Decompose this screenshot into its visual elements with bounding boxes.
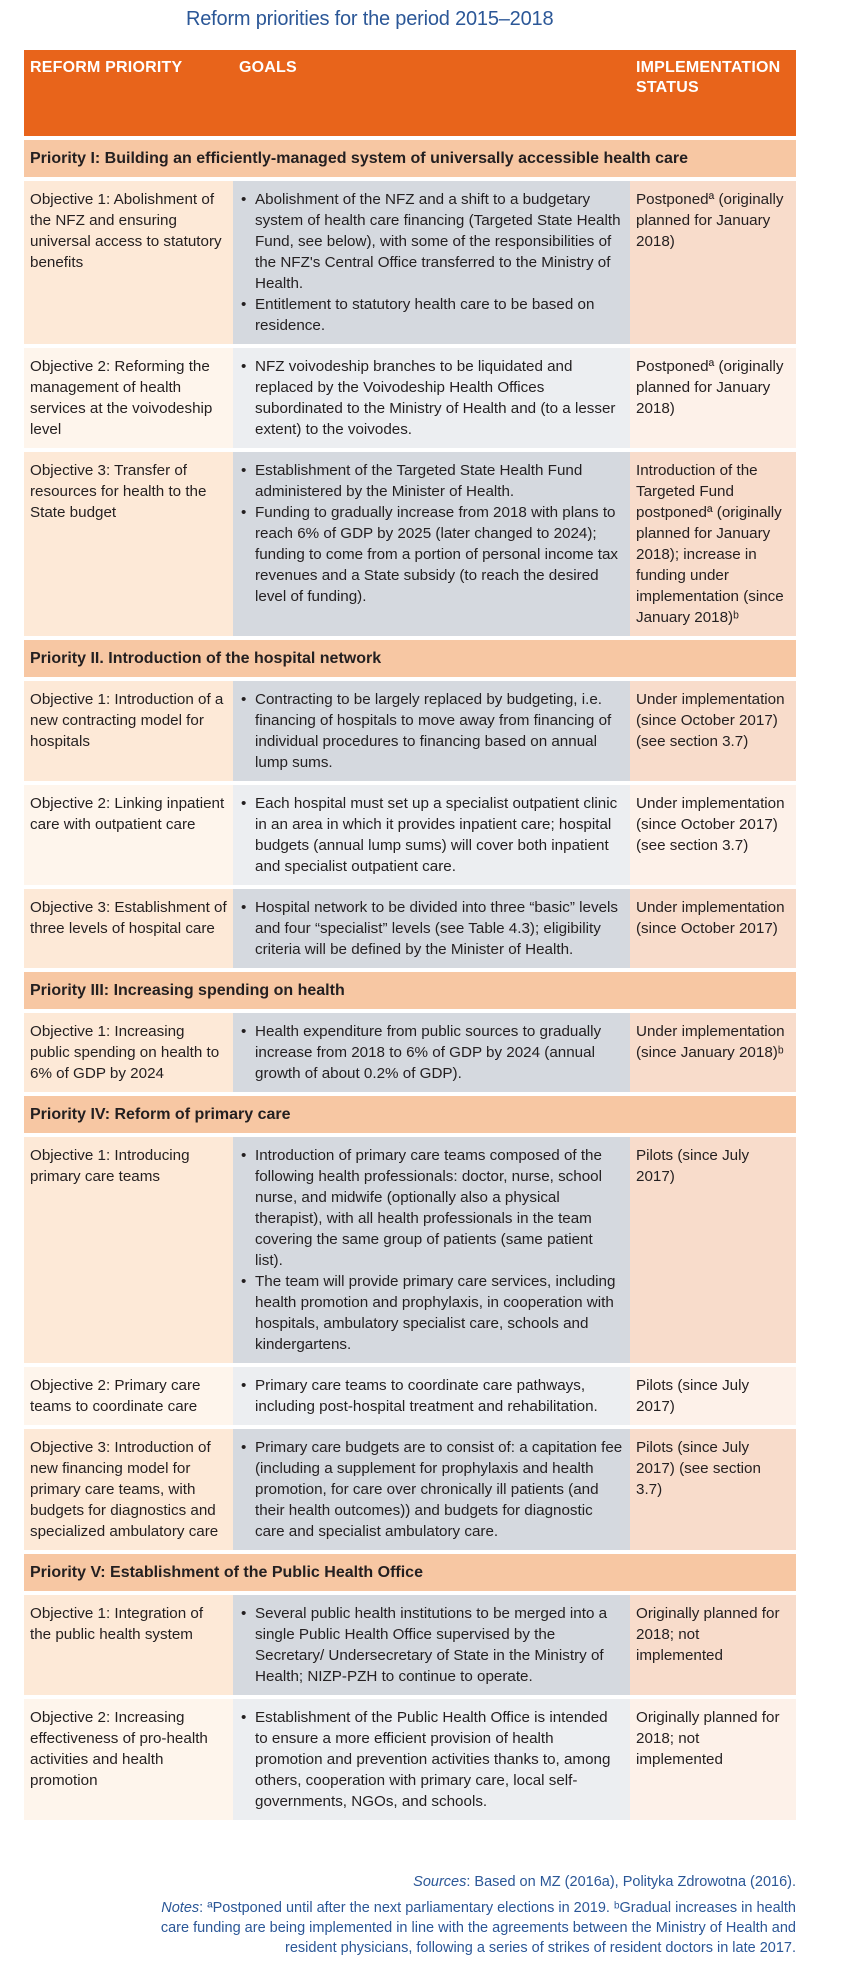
status-cell: Postponedª (originally planned for January 2018) — [630, 346, 796, 450]
table-header — [24, 50, 796, 138]
goal-item: • Entitlement to statutory health care to be based on residence. — [255, 294, 624, 336]
goals-cell — [233, 1427, 630, 1552]
goal-item: • Each hospital must set up a specialist outpatient clinic in an area in which it provides inpatient care; hospital budgets (annual lump sums) will cover both inpatient and specialist outpatient care. — [255, 793, 624, 877]
objective-cell: Objective 1: Integration of the public health system — [24, 1593, 233, 1697]
objective-cell: Objective 3: Establishment of three levels of hospital care — [24, 887, 233, 970]
status-cell: Under implementation (since October 2017) (see section 3.7) — [630, 679, 796, 783]
goals-cell — [233, 1593, 630, 1697]
table-row — [24, 887, 796, 970]
status-cell: Under implementation (since October 2017) (see section 3.7) — [630, 783, 796, 887]
objective-cell: Objective 1: Abolishment of the NFZ and ensuring universal access to statutory benefits — [24, 179, 233, 346]
goal-item: • Funding to gradually increase from 2018 with plans to reach 6% of GDP by 2025 (later changed to 2024); funding to come from a portion of personal income tax revenues and a State subsidy (to reach the desired level of funding). — [255, 502, 624, 607]
objective-cell: Objective 2: Linking inpatient care with outpatient care — [24, 783, 233, 887]
goal-item: • Primary care budgets are to consist of: a capitation fee (including a supplement for prophylaxis and health promotion, for care over chronically ill patients (and their health outcomes)) and budgets for diagnostic care and specialist ambulatory care. — [255, 1437, 624, 1542]
goal-item: • Contracting to be largely replaced by budgeting, i.e. financing of hospitals to move away from financing of individual procedures to financing based on annual lump sums. — [255, 689, 624, 773]
goal-item: • Establishment of the Targeted State Health Fund administered by the Minister of Health. — [255, 460, 624, 502]
goal-list — [239, 897, 624, 960]
goals-cell — [233, 887, 630, 970]
status-cell: Postponedª (originally planned for January 2018) — [630, 179, 796, 346]
goal-item: • Establishment of the Public Health Office is intended to ensure a more efficient provision of health promotion and prevention activities thanks to, among others, cooperation with primary care, local self-governments, NGOs, and schools. — [255, 1707, 624, 1812]
goal-list — [239, 1145, 624, 1355]
table-row — [24, 1427, 796, 1552]
objective-cell: Objective 3: Transfer of resources for health to the State budget — [24, 450, 233, 638]
goal-list — [239, 1375, 624, 1417]
priority-row — [24, 638, 796, 679]
goals-cell — [233, 346, 630, 450]
sources-text: : Based on MZ (2016a), Polityka Zdrowotna (2016). — [466, 1874, 796, 1890]
objective-cell: Objective 1: Increasing public spending on health to 6% of GDP by 2024 — [24, 1011, 233, 1094]
header-reform-priority: REFORM PRIORITY — [24, 50, 233, 138]
goals-cell — [233, 450, 630, 638]
goals-cell — [233, 1697, 630, 1822]
table-row — [24, 1135, 796, 1365]
goal-item: • Hospital network to be divided into three “basic” levels and four “specialist” levels (see Table 4.3); eligibility criteria will be defined by the Minister of Health. — [255, 897, 624, 960]
priority-title: Priority IV: Reform of primary care — [24, 1094, 796, 1135]
status-cell: Originally planned for 2018; not implemented — [630, 1697, 796, 1822]
goal-item: • Abolishment of the NFZ and a shift to a budgetary system of health care financing (Targeted State Health Fund, see below), with some of the responsibilities of the NFZ's Central Office transferred to the Ministry of Health. — [255, 189, 624, 294]
goals-cell — [233, 1365, 630, 1427]
table-row — [24, 1365, 796, 1427]
header-implementation-status: IMPLEMENTATION STATUS — [630, 50, 796, 138]
objective-cell: Objective 3: Introduction of new financing model for primary care teams, with budgets for diagnostics and specialized ambulatory care — [24, 1427, 233, 1552]
status-cell: Pilots (since July 2017) — [630, 1135, 796, 1365]
goal-list — [239, 793, 624, 877]
goals-cell — [233, 179, 630, 346]
table-row — [24, 1697, 796, 1822]
goal-list — [239, 689, 624, 773]
objective-cell: Objective 2: Primary care teams to coordinate care — [24, 1365, 233, 1427]
goals-cell — [233, 679, 630, 783]
priority-row — [24, 1552, 796, 1593]
goal-item: • The team will provide primary care services, including health promotion and prophylaxis, in cooperation with hospitals, ambulatory specialist care, schools and kindergartens. — [255, 1271, 624, 1355]
status-cell: Pilots (since July 2017) — [630, 1365, 796, 1427]
goal-list — [239, 1707, 624, 1812]
status-cell: Pilots (since July 2017) (see section 3.7) — [630, 1427, 796, 1552]
priority-row — [24, 970, 796, 1011]
goal-list — [239, 1437, 624, 1542]
table-row — [24, 679, 796, 783]
priority-title: Priority III: Increasing spending on health — [24, 970, 796, 1011]
goal-item: • Several public health institutions to be merged into a single Public Health Office supervised by the Secretary/ Undersecretary of State in the Ministry of Health; NIZP-PZH to continue to operate. — [255, 1603, 624, 1687]
goal-list — [239, 189, 624, 336]
status-cell: Under implementation (since January 2018)ᵇ — [630, 1011, 796, 1094]
goal-item: • Health expenditure from public sources to gradually increase from 2018 to 6% of GDP by 2024 (annual growth of about 0.2% of GDP). — [255, 1021, 624, 1084]
objective-cell: Objective 2: Reforming the management of health services at the voivodeship level — [24, 346, 233, 450]
goal-item: • Primary care teams to coordinate care pathways, including post-hospital treatment and rehabilitation. — [255, 1375, 624, 1417]
page-title: Reform priorities for the period 2015–2018 — [186, 8, 554, 30]
goals-cell — [233, 1011, 630, 1094]
table-row — [24, 346, 796, 450]
goals-cell — [233, 1135, 630, 1365]
table-row — [24, 783, 796, 887]
header-goals: GOALS — [233, 50, 630, 138]
table-row — [24, 1593, 796, 1697]
notes-note — [130, 1898, 796, 1958]
sources-note — [130, 1872, 796, 1892]
goal-list — [239, 356, 624, 440]
status-cell: Introduction of the Targeted Fund postponedª (originally planned for January 2018); increase in funding under implementation (since January 2018)ᵇ — [630, 450, 796, 638]
table-row — [24, 450, 796, 638]
goal-item: • NFZ voivodeship branches to be liquidated and replaced by the Voivodeship Health Offices subordinated to the Ministry of Health and (to a lesser extent) to the voivodes. — [255, 356, 624, 440]
status-cell: Under implementation (since October 2017) — [630, 887, 796, 970]
notes-label: Notes — [161, 1900, 200, 1916]
goal-list — [239, 460, 624, 607]
status-cell: Originally planned for 2018; not implemented — [630, 1593, 796, 1697]
priority-title: Priority II. Introduction of the hospital network — [24, 638, 796, 679]
reform-priorities-table — [24, 50, 796, 1824]
priority-row — [24, 138, 796, 179]
objective-cell: Objective 2: Increasing effectiveness of pro-health activities and health promotion — [24, 1697, 233, 1822]
goal-item: • Introduction of primary care teams composed of the following health professionals: doctor, nurse, school nurse, and midwife (optionally also a physical therapist), with all health professionals in the team covering the same group of patients (same patient list). — [255, 1145, 624, 1271]
goal-list — [239, 1603, 624, 1687]
priority-title: Priority V: Establishment of the Public Health Office — [24, 1552, 796, 1593]
priority-title: Priority I: Building an efficiently-managed system of universally accessible health care — [24, 138, 796, 179]
sources-label: Sources — [413, 1874, 467, 1890]
objective-cell: Objective 1: Introduction of a new contracting model for hospitals — [24, 679, 233, 783]
footnotes — [130, 1872, 796, 1964]
objective-cell: Objective 1: Introducing primary care teams — [24, 1135, 233, 1365]
table-body — [24, 138, 796, 1822]
table-row — [24, 179, 796, 346]
goal-list — [239, 1021, 624, 1084]
priority-row — [24, 1094, 796, 1135]
table-row — [24, 1011, 796, 1094]
notes-text: : ªPostponed until after the next parliamentary elections in 2019. ᵇGradual increases in health care funding are being implemented in line with the agreements between the Ministry of Health and resident physicians, following a series of strikes of resident doctors in late 2017. — [160, 1900, 796, 1956]
goals-cell — [233, 783, 630, 887]
